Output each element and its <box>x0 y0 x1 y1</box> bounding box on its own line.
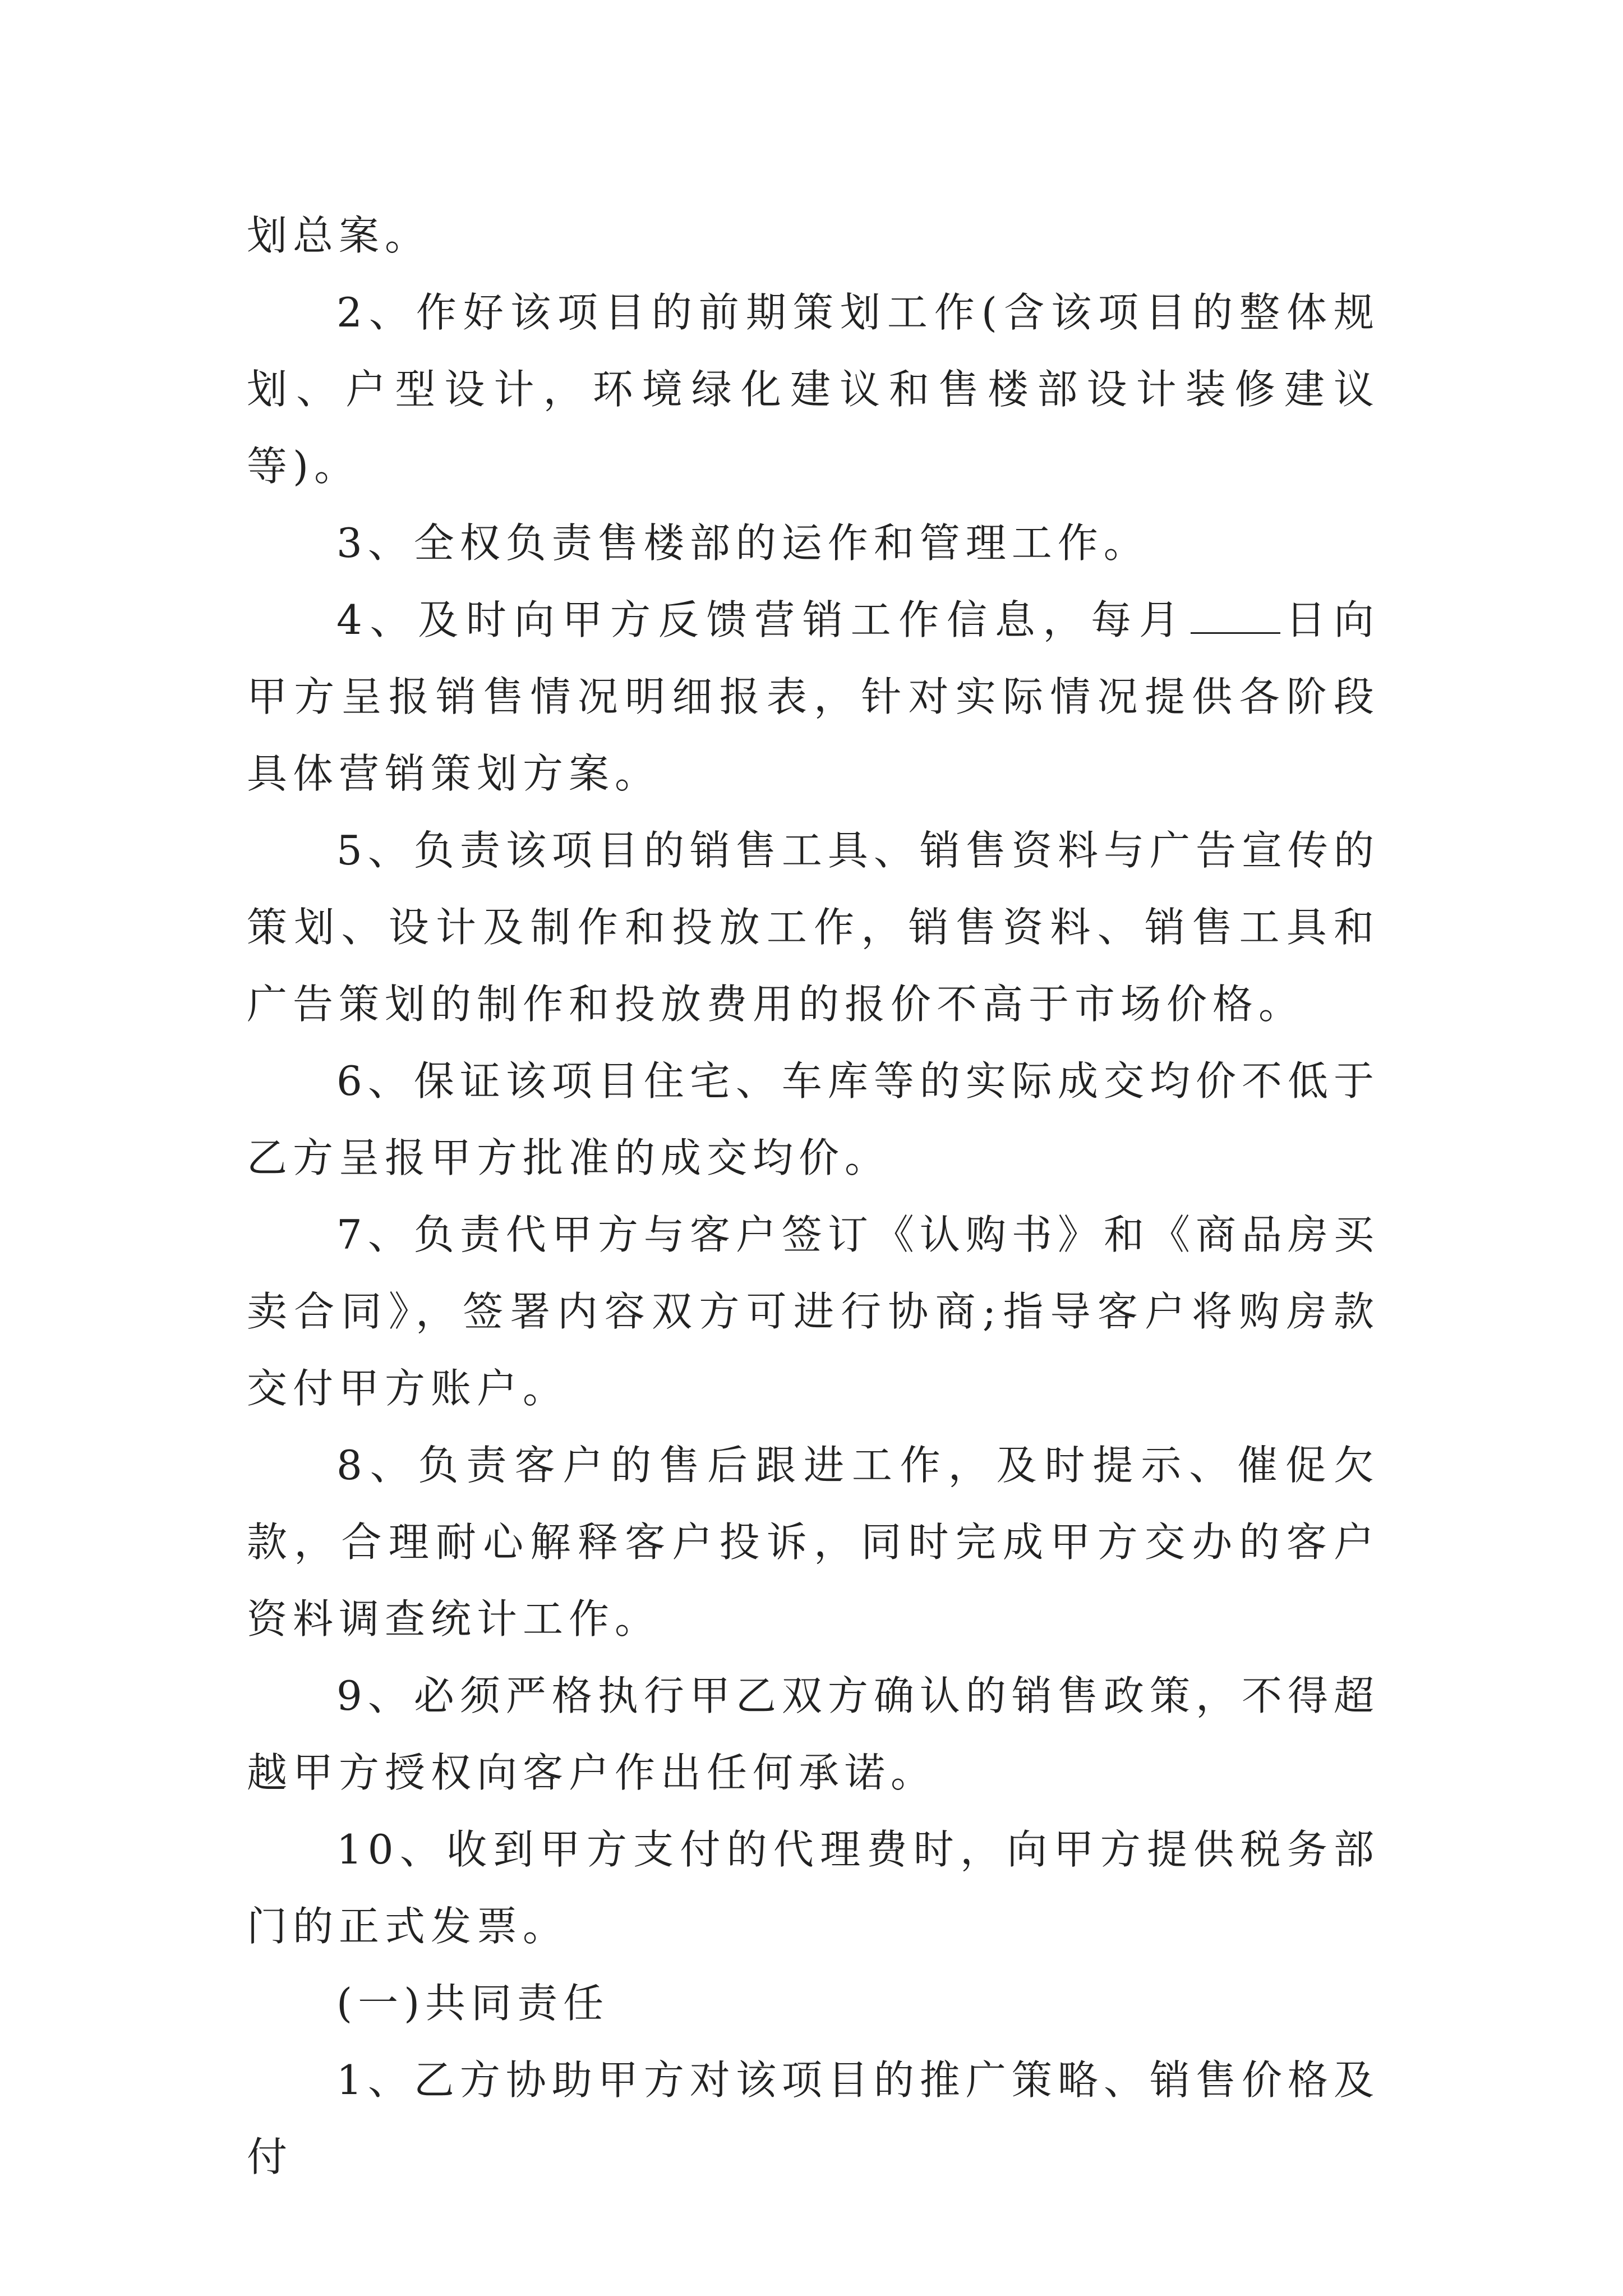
paragraph-item-2: 2、作好该项目的前期策划工作(含该项目的整体规划、户型设计，环境绿化建议和售楼部设计装修建议等)。 <box>247 289 1380 490</box>
blank-underline <box>1191 599 1280 634</box>
document-body <box>247 197 1380 2196</box>
paragraph-item-5: 5、负责该项目的销售工具、销售资料与广告宣传的策划、设计及制作和投放工作，销售资料、销售工具和广告策划的制作和投放费用的报价不高于市场价格。 <box>247 827 1380 1028</box>
paragraph-item-4-before: 4、及时向甲方反馈营销工作信息，每月 <box>336 596 1187 643</box>
paragraph-continuation: 划总案。 <box>247 212 431 259</box>
paragraph-item-9: 9、必须严格执行甲乙双方确认的销售政策，不得超越甲方授权向客户作出任何承诺。 <box>247 1672 1380 1796</box>
paragraph-item-7: 7、负责代甲方与客户签订《认购书》和《商品房买卖合同》，签署内容双方可进行协商;指导客户将购房款交付甲方账户。 <box>247 1211 1380 1412</box>
paragraph-item-8: 8、负责客户的售后跟进工作，及时提示、催促欠款，合理耐心解释客户投诉，同时完成甲方交办的客户资料调查统计工作。 <box>247 1442 1380 1642</box>
paragraph-item-6: 6、保证该项目住宅、车库等的实际成交均价不低于乙方呈报甲方批准的成交均价。 <box>247 1057 1380 1181</box>
paragraph-item-3: 3、全权负责售楼部的运作和管理工作。 <box>336 519 1150 567</box>
paragraph-joint-item-1: 1、乙方协助甲方对该项目的推广策略、销售价格及付 <box>247 2056 1380 2180</box>
paragraph-item-10: 10、收到甲方支付的代理费时，向甲方提供税务部门的正式发票。 <box>247 1826 1380 1950</box>
paragraph-item-4-after: 日向甲方呈报销售情况明细报表，针对实际情况提供各阶段具体营销策划方案。 <box>247 596 1380 797</box>
section-heading-joint-responsibility: (一)共同责任 <box>336 1980 610 2027</box>
paragraph-item-4 <box>247 582 1380 812</box>
